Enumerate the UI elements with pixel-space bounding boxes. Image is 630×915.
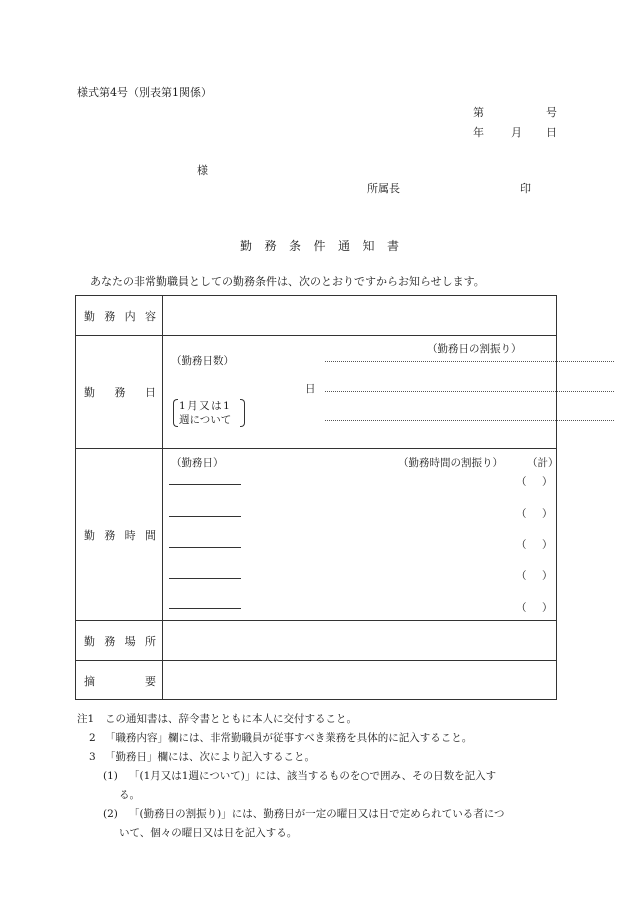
- total-open-paren: （: [516, 539, 527, 551]
- work-days-count-label: （勤務日数）: [171, 355, 234, 367]
- work-hours-allocation-header: （勤務時間の割振り）: [398, 457, 503, 469]
- period-option-text[interactable]: 1月又は1: [179, 400, 232, 412]
- duty-content-field[interactable]: [163, 296, 556, 335]
- total-close-paren: ）: [542, 570, 553, 582]
- duty-content-label: [84, 308, 156, 324]
- work-day-line-4[interactable]: [169, 578, 241, 579]
- period-bracket: [173, 399, 245, 427]
- addressee-suffix: 様: [197, 164, 208, 177]
- total-close-paren: ）: [542, 508, 553, 520]
- row-work-hours: [76, 449, 559, 621]
- conditions-table: [75, 295, 557, 700]
- doc-number-suffix: 号: [546, 106, 557, 119]
- note-3-1-text: 「(1月又は1週について)」には、該当するものを○で囲み、その日数を記入す: [129, 770, 497, 782]
- total-close-paren: ）: [542, 602, 553, 614]
- remarks-label-cell: [76, 661, 163, 700]
- work-hours-field[interactable]: [163, 449, 559, 620]
- remarks-field[interactable]: [163, 661, 556, 700]
- form-number: 様式第4号（別表第1関係）: [77, 86, 212, 99]
- total-close-paren: ）: [542, 539, 553, 551]
- date-year-label: 年: [473, 126, 484, 139]
- note-3-text: 「勤務日」欄には、次により記入すること。: [105, 751, 315, 763]
- row-remarks: [76, 661, 556, 700]
- work-days-field[interactable]: [163, 336, 556, 448]
- label-char: 務: [104, 309, 116, 323]
- label-char: 勤: [84, 386, 95, 399]
- label-char: 日: [145, 386, 156, 399]
- label-char: 勤: [84, 634, 95, 648]
- issuer-title: 所属長: [367, 182, 400, 195]
- label-char: 間: [144, 528, 156, 542]
- row-work-days: [76, 336, 556, 449]
- work-days-allocation-label: （勤務日の割振り）: [427, 343, 522, 355]
- label-char: 容: [144, 309, 156, 323]
- work-day-line-1[interactable]: [169, 484, 241, 485]
- note-2-text: 「職務内容」欄には、非常勤職員が従事すべき業務を具体的に記入すること。: [105, 732, 473, 744]
- seal-mark: 印: [520, 182, 531, 195]
- work-hours-total-header: （計）: [527, 457, 559, 469]
- label-char: 務: [104, 634, 116, 648]
- doc-number-prefix: 第: [473, 106, 484, 119]
- label-char: 内: [124, 309, 136, 323]
- total-open-paren: （: [516, 602, 527, 614]
- total-open-paren: （: [516, 570, 527, 582]
- total-close-paren: ）: [542, 476, 553, 488]
- work-days-label-cell: [76, 336, 163, 448]
- allocation-line-2[interactable]: [325, 391, 614, 392]
- document-title: 勤務条件通知書: [240, 239, 412, 253]
- note-3-2-marker: (2): [103, 808, 118, 820]
- left-bracket: [173, 399, 178, 427]
- row-duty-content: [76, 296, 556, 336]
- note-1-marker: 注1: [77, 713, 95, 725]
- total-open-paren: （: [516, 476, 527, 488]
- total-open-paren: （: [516, 508, 527, 520]
- work-hours-day-header: （勤務日）: [171, 457, 224, 469]
- label-char: 場: [124, 634, 136, 648]
- label-char: 要: [145, 674, 156, 688]
- note-3-2-text: 「(勤務日の割振り)」には、勤務日が一定の曜日又は日で定められている者につ: [129, 808, 505, 820]
- note-1-text: この通知書は、辞令書とともに本人に交付すること。: [105, 713, 357, 725]
- work-day-line-3[interactable]: [169, 547, 241, 548]
- work-day-line-5[interactable]: [169, 608, 241, 609]
- label-char: 勤: [84, 309, 95, 323]
- allocation-line-3[interactable]: [325, 420, 614, 421]
- note-2-marker: 2: [89, 732, 96, 744]
- label-char: 務: [104, 528, 116, 542]
- label-char: 務: [114, 386, 126, 399]
- allocation-line-1[interactable]: [325, 361, 614, 362]
- work-hours-label: [84, 527, 156, 543]
- note-3-marker: 3: [89, 751, 96, 763]
- date-month-label: 月: [511, 126, 522, 139]
- duty-content-label-cell: [76, 296, 163, 335]
- label-char: 所: [144, 634, 156, 648]
- day-unit-label: 日: [305, 383, 316, 395]
- work-hours-label-cell: [76, 449, 163, 620]
- remarks-label: [84, 673, 156, 689]
- intro-text: あなたの非常勤職員としての勤務条件は、次のとおりですからお知らせします。: [90, 275, 485, 288]
- label-char: 勤: [84, 528, 95, 542]
- period-unit-text: 週について: [179, 414, 232, 426]
- date-day-label: 日: [546, 126, 557, 139]
- label-char: 時: [124, 528, 136, 542]
- work-place-label: [84, 633, 156, 649]
- note-3-1-marker: (1): [103, 770, 118, 782]
- note-3-2-text-cont: いて、個々の曜日又は日を記入する。: [119, 827, 298, 839]
- work-place-label-cell: [76, 621, 163, 660]
- row-work-place: [76, 621, 556, 661]
- work-place-field[interactable]: [163, 621, 556, 660]
- work-day-line-2[interactable]: [169, 516, 241, 517]
- label-char: 摘: [84, 674, 95, 688]
- note-3-1-text-cont: る。: [119, 789, 140, 801]
- right-bracket: [240, 399, 245, 427]
- work-days-label: [84, 384, 156, 400]
